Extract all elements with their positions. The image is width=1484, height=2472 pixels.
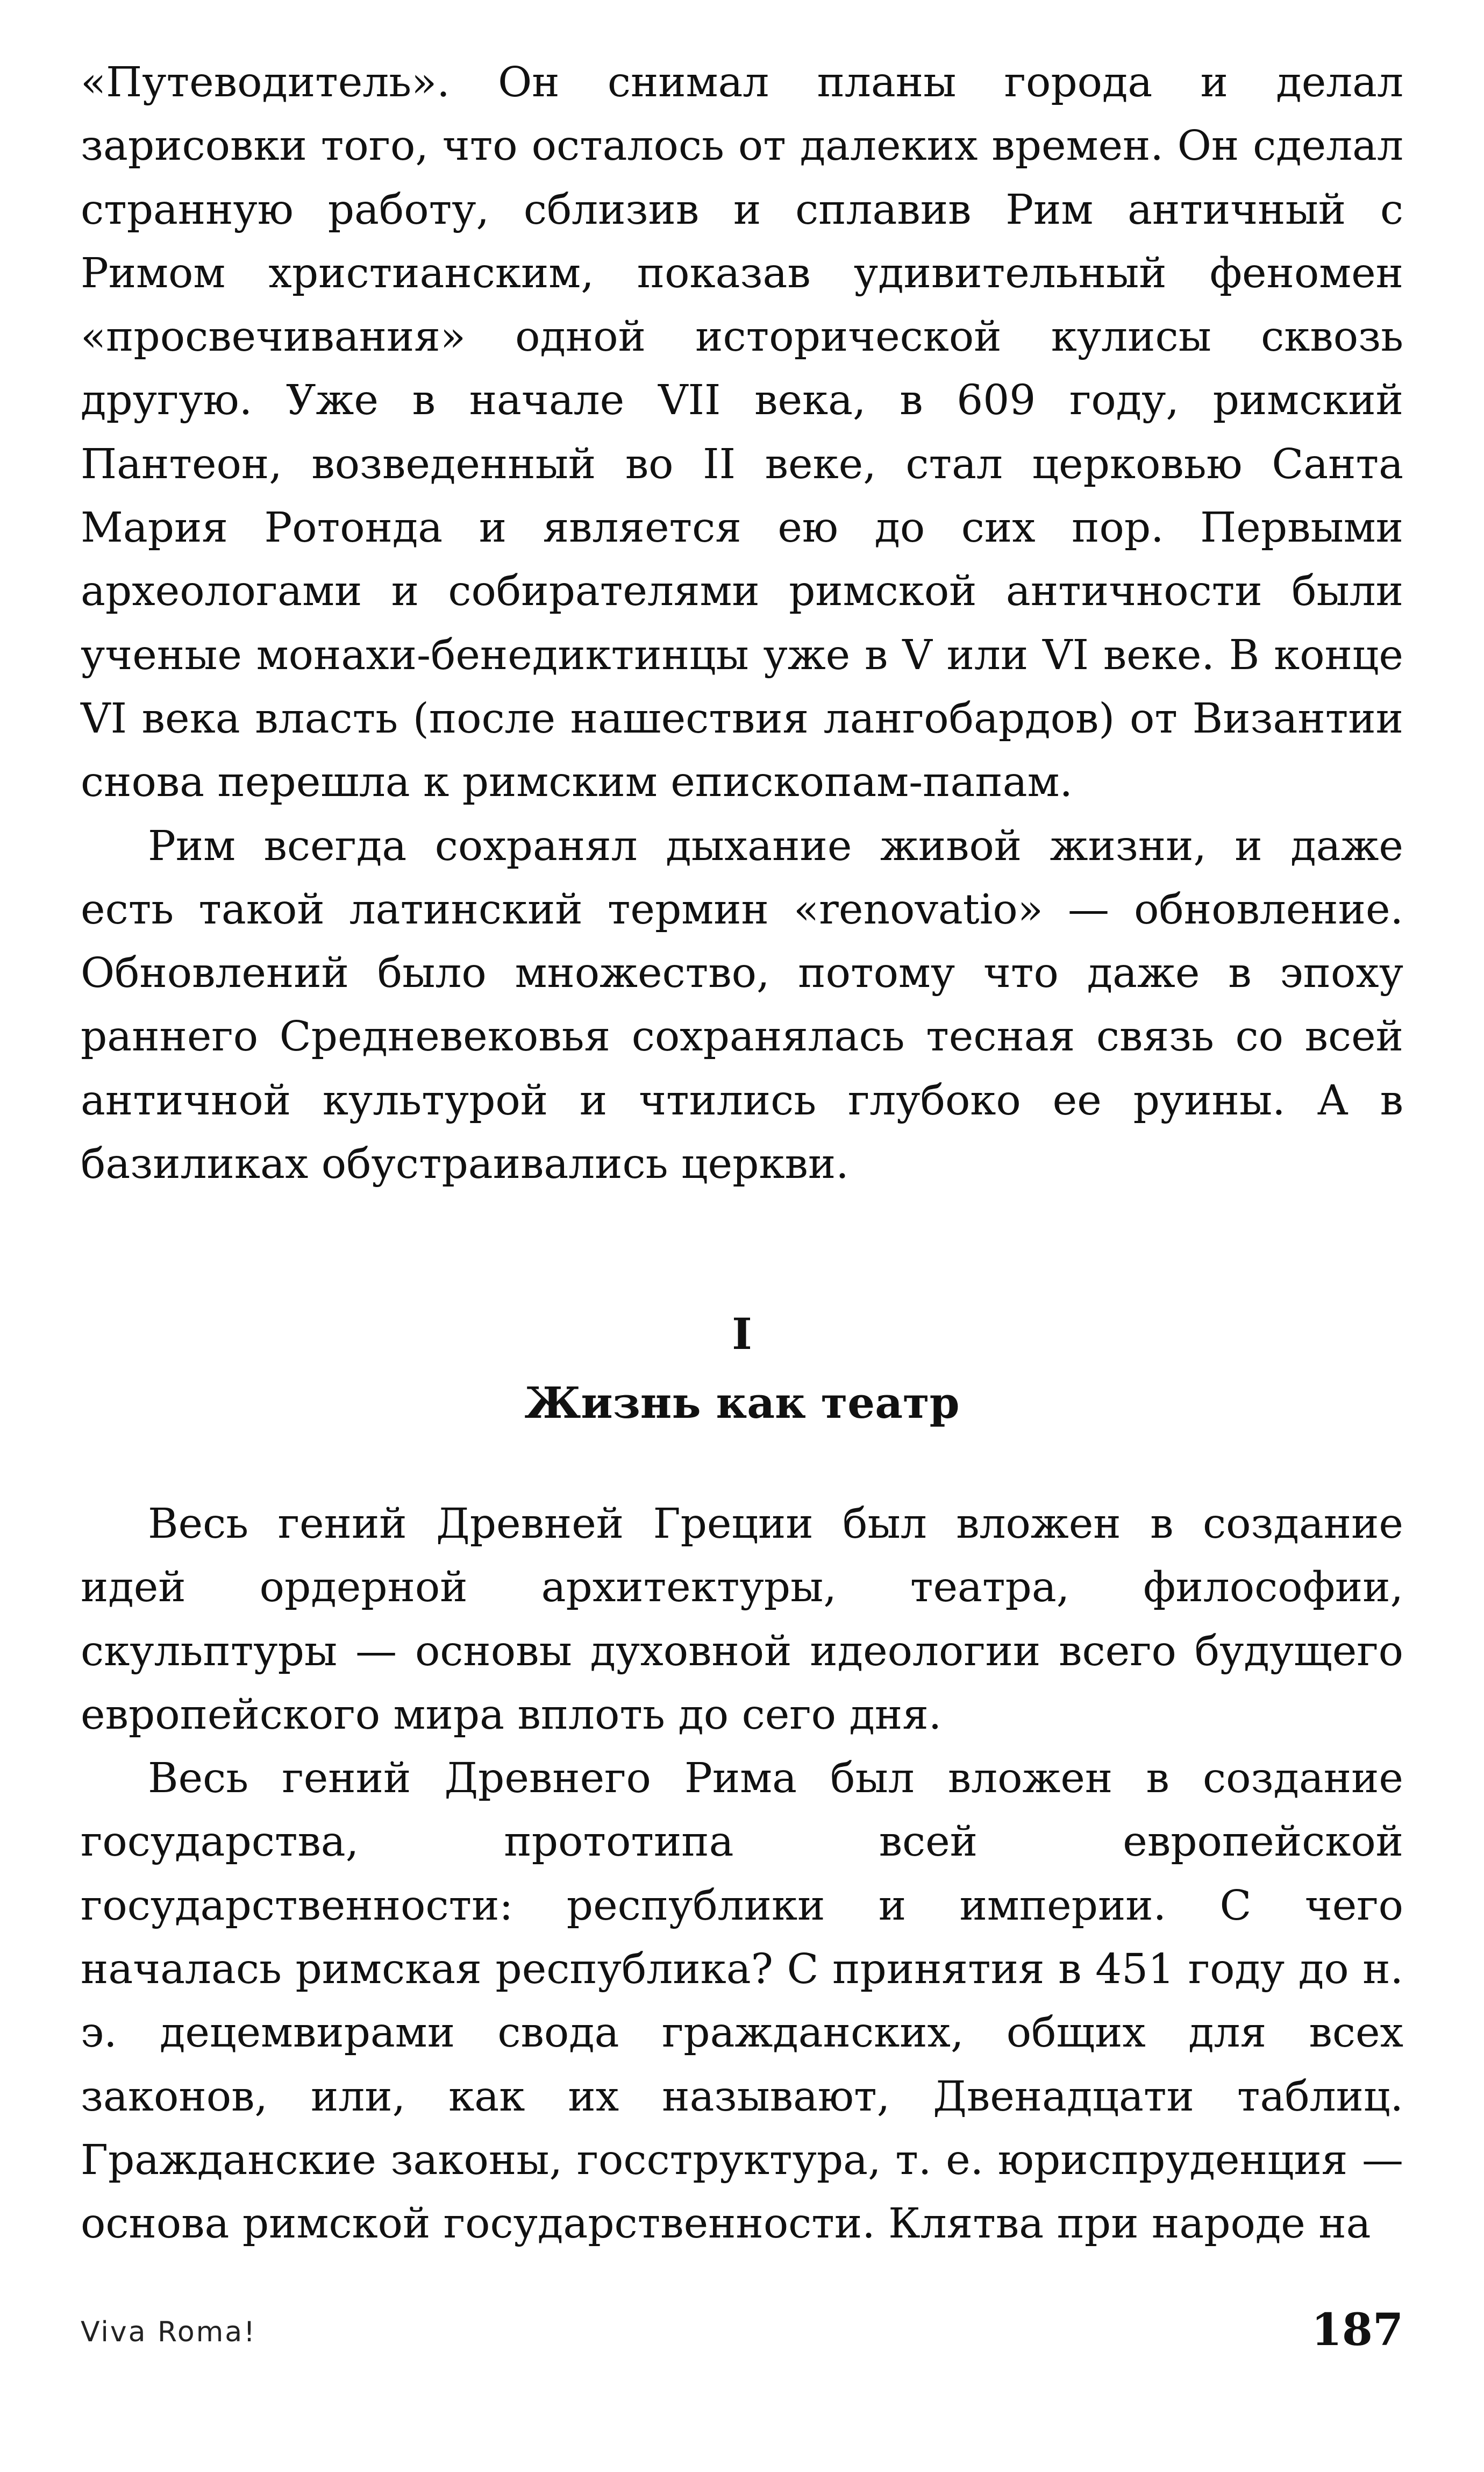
paragraph-continued: «Путеводитель». Он снимал планы города и делал зарисовки того, что осталось от далеких времен. Он сделал странную работу, сблизив и сплавив Рим античный с Римом христианским, показав удивительный феномен «просвечивания» одной исторической кулисы сквозь другую. Уже в начале VII века, в 609 году, римский Пантеон, возведенный во II веке, стал церковью Санта Мария Ротонда и является ею до сих пор. Первыми археологами и собирателями римской античности были ученые монахи-бенедиктинцы уже в V или VI веке. В конце VI века власть (после нашествия лангобардов) от Византии снова перешла к римским епископам-папам.	[81, 59, 1403, 807]
running-title: Viva Roma!	[81, 2316, 257, 2348]
chapter-title: Жизнь как театр	[524, 1377, 960, 1428]
chapter-number: I	[732, 1309, 752, 1359]
chapter-heading	[81, 1307, 1403, 1430]
paragraph-rome: Весь гений Древнего Рима был вложен в создание государства, прототипа всей европейской государственности: республики и империи. С чего началась римская республика? С принятия в 451 году до н. э. децемвирами свода гражданских, общих для всех законов, или, как их называют, Двенадцати таблиц. Гражданские законы, госструктура, т. е. юриспруденция — основа римской государственности. Клятва при народе на	[81, 1754, 1403, 2248]
paragraph-renovatio: Рим всегда сохранял дыхание живой жизни, и даже есть такой латинский термин «renovatio» — обновление. Обновлений было множество, потому что даже в эпоху раннего Средневековья сохранялась тесная связь со всей античной культурой и чтились глубоко ее руины. А в базиликах обустраивались церкви.	[81, 822, 1403, 1189]
top-text-block	[81, 51, 1403, 1196]
chapter-text-block	[81, 1493, 1403, 2256]
page-number: 187	[1311, 2304, 1403, 2356]
paragraph-greece: Весь гений Древней Греции был вложен в создание идей ордерной архитектуры, театра, философии, скульптуры — основы духовной идеологии всего будущего европейского мира вплоть до сего дня.	[81, 1500, 1403, 1739]
page-footer	[81, 2297, 1403, 2356]
